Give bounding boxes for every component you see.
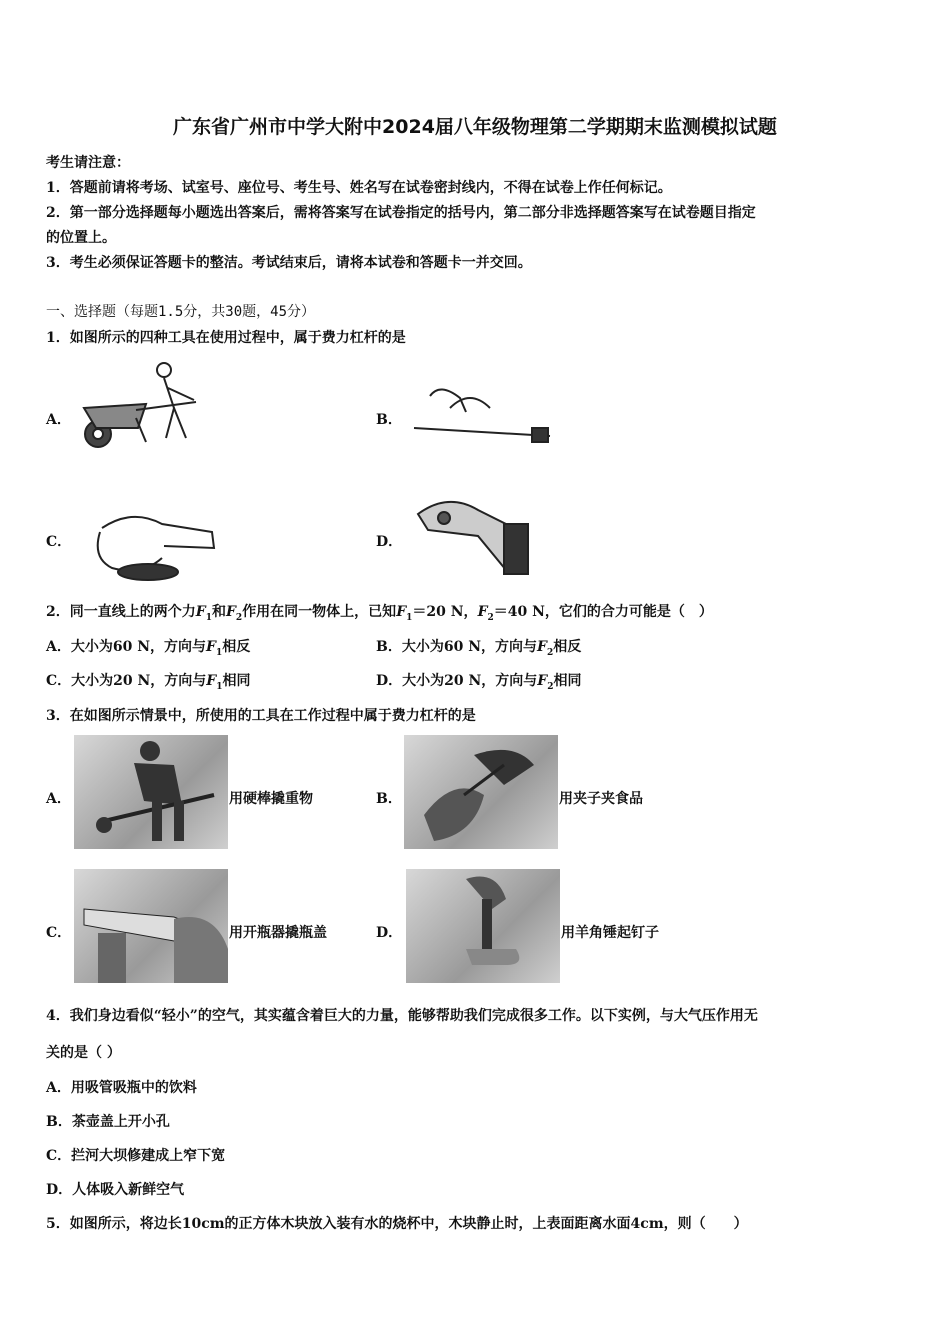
q4-option[interactable]: C．拦河大坝修建成上窄下宽 [46,1148,226,1164]
q2-option-d[interactable]: D．大小为20 N，方向与$F_2$相同 [376,673,582,692]
notice-heading: 考生请注意： [46,155,130,171]
q3-option-text: 用羊角锤起钉子 [561,925,659,941]
q3-option-text: 用硬棒撬重物 [229,791,313,807]
q1-stem: 1．如图所示的四种工具在使用过程中，属于费力杠杆的是 [46,330,406,346]
fishing-rod-figure [410,378,558,450]
notice-item: 2．第一部分选择题每小题选出答案后，需将答案写在试卷指定的括号内，第二部分非选择题答案写在试卷题目指定 [46,205,756,221]
q1-option-label[interactable]: D． [376,534,403,550]
q3-option-label[interactable]: D． [376,925,403,941]
notice-item: 1．答题前请将考场、试室号、座位号、考生号、姓名写在试卷密封线内，不得在试卷上作任何标记。 [46,180,672,196]
q2-option-a[interactable]: A．大小为60 N，方向与$F_1$相反 [46,639,251,658]
q3-option-label[interactable]: B． [376,791,402,807]
q2-option-b[interactable]: B．大小为60 N，方向与$F_2$相反 [376,639,582,658]
q3-option-label[interactable]: C． [46,925,72,941]
notice-item: 3．考生必须保证答题卡的整洁。考试结束后，请将本试卷和答题卡一并交回。 [46,255,532,271]
q4-option[interactable]: A．用吸管吸瓶中的饮料 [46,1080,197,1096]
q1-option-label[interactable]: B． [376,412,402,428]
q3-option-label[interactable]: A． [46,791,71,807]
q4-stem-cont: 关的是（ ） [46,1045,121,1061]
crowbar-photo [74,735,228,849]
wheelbarrow-figure [76,358,204,450]
q3-option-text: 用夹子夹食品 [559,791,643,807]
q1-option-label[interactable]: A． [46,412,71,428]
q2-stem: 2．同一直线上的两个力$F_1$和$F_2$作用在同一物体上，已知$F_1=20$ N，$F_2=40$ N，它们的合力可能是（ ） [46,604,713,623]
q1-option-label[interactable]: C． [46,534,72,550]
q2-option-c[interactable]: C．大小为20 N，方向与$F_1$相同 [46,673,251,692]
claw-hammer-photo [406,869,560,983]
q4-option[interactable]: B．茶壶盖上开小孔 [46,1114,170,1130]
q4-option[interactable]: D．人体吸入新鲜空气 [46,1182,185,1198]
nutcracker-figure [82,498,222,584]
q3-option-text: 用开瓶器撬瓶盖 [229,925,327,941]
page-title: 广东省广州市中学大附中2024届八年级物理第二学期期末监测模拟试题 [173,116,777,138]
pliers-figure [408,490,534,580]
section-heading: 一、选择题（每题1.5分，共30题，45分） [46,304,316,320]
bottle-opener-photo [74,869,228,983]
q4-stem: 4．我们身边看似“轻小”的空气，其实蕴含着巨大的力量，能够帮助我们完成很多工作。以下实例，与大气压作用无 [46,1008,758,1024]
q5-stem: 5．如图所示，将边长10cm的正方体木块放入装有水的烧杯中，木块静止时，上表面距离水面4cm，则（ ） [46,1216,748,1232]
q3-stem: 3．在如图所示情景中，所使用的工具在工作过程中属于费力杠杆的是 [46,708,476,724]
notice-item: 的位置上。 [46,230,116,246]
food-tongs-photo [404,735,558,849]
